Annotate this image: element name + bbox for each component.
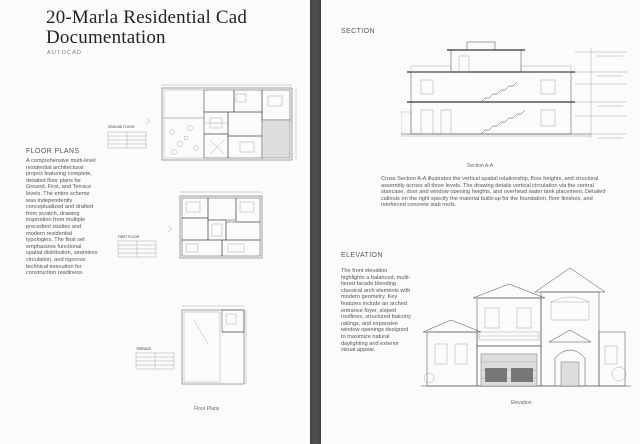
first-floor-plan xyxy=(100,188,300,268)
document-title: 20-Marla Residential Cad Documentation xyxy=(46,7,248,48)
elevation-heading: ELEVATION xyxy=(341,252,383,259)
section-description: Cross Section A-A illustrates the vertical spatial relationship, floor heights, and structural assembly across all three levels. The drawing details vertical circulation via the central staircase, door and window opening heights, and overhead water tank placement. Detailed callouts on the right specify the material build-up for the foundation, floor finishes, and reinforced concrete slab roofs. xyxy=(381,176,606,209)
elevation-caption: Elevation xyxy=(511,400,532,406)
floor-plans-heading: FLOOR PLANS xyxy=(26,148,80,155)
elevation-drawing xyxy=(421,262,631,392)
terrace-plan xyxy=(130,300,290,390)
left-page xyxy=(0,0,310,444)
elevation-description: The front elevation highlights a balanced, multi-tiered facade blending classical arch elements with modern geometry. Key features include an arched entrance foyer, sloped rooflines, structured balcony railings, and expansive window openings designed to maximize natural daylighting and exterior visual appeal. xyxy=(341,268,411,354)
section-drawing xyxy=(401,38,631,148)
section-heading: SECTION xyxy=(341,28,375,35)
first-floor-label: FIRST FLOOR xyxy=(118,235,140,239)
floor-plans-description: A comprehensive multi-level residential architectural project featuring complete, detailed floor plans for Ground, First, and Terrace levels. The entire scheme was independently conceptualized and drafted from scratch, drawing inspiration from multiple precedent studies and modern residential typologies. The final set emphasizes functional spatial distribution, seamless circulation, and rigorous technical execution for construction readiness. xyxy=(26,158,98,277)
ground-floor-label: GROUND FLOOR xyxy=(108,125,135,129)
right-page xyxy=(321,0,640,444)
document-subtitle: AUTOCAD xyxy=(47,50,83,56)
section-caption: Section A-A xyxy=(467,163,494,169)
ground-floor-plan xyxy=(100,82,300,164)
terrace-label: TERRACE xyxy=(136,347,152,351)
floor-plans-caption: Floor Plans xyxy=(194,406,220,412)
